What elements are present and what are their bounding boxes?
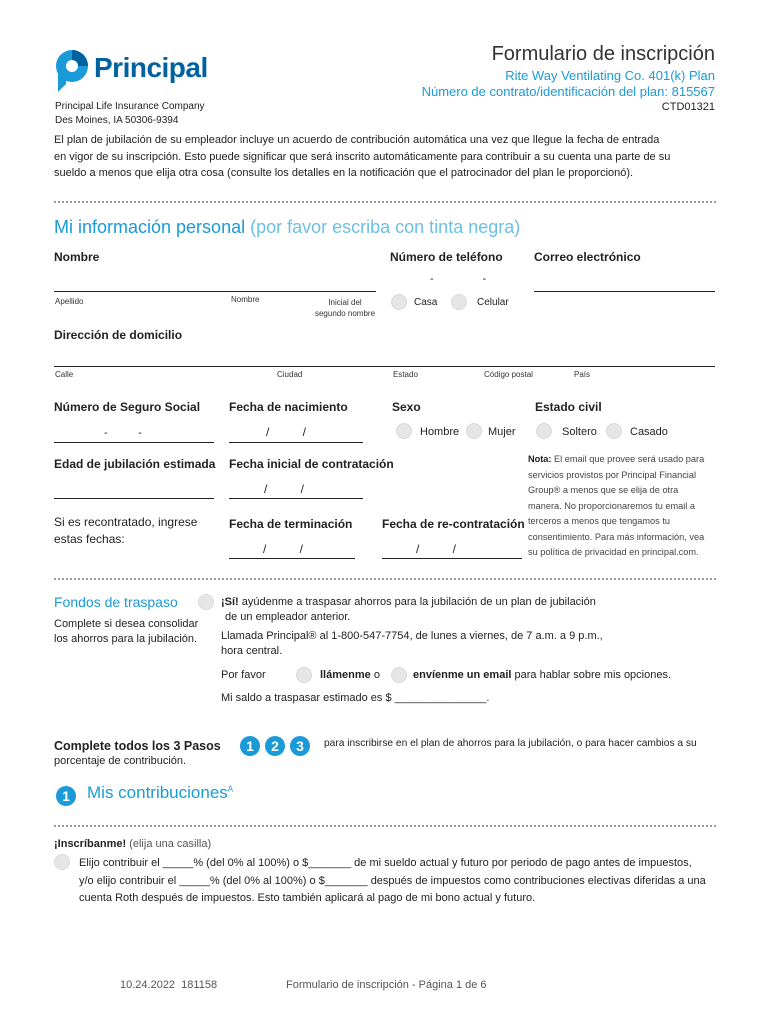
personal-heading: [54, 217, 520, 238]
term-date-underline: [229, 558, 355, 559]
inicial-line: Inicial del: [328, 298, 362, 307]
rehire-date-underline: [382, 558, 522, 559]
footer-page: Formulario de inscripción - Página 1 de 6: [286, 979, 487, 991]
call-me-text: llámenme: [320, 669, 371, 681]
dob-label: Fecha de nacimiento: [229, 400, 348, 414]
principal-logo-icon: [54, 48, 90, 94]
hire-date-field[interactable]: / /: [264, 482, 305, 496]
privacy-note-line: servicios provistos por Principal Financial: [528, 469, 696, 480]
company-name: Principal Life Insurance Company: [55, 101, 205, 112]
privacy-note-line: Group® a menos que se elija de otra: [528, 485, 679, 495]
dob-field[interactable]: / /: [266, 425, 307, 439]
ciudad-label: Ciudad: [277, 370, 303, 379]
ssn-underline: [54, 442, 214, 443]
rollover-side-text: [54, 617, 198, 647]
hombre-label: Hombre: [420, 426, 460, 438]
contrib-heading: [87, 783, 233, 803]
rollover-side-line: Complete si desea consolidar: [54, 618, 199, 630]
privacy-note-text: El email que provee será usado para: [554, 454, 705, 464]
intro-line: El plan de jubilación de su empleador incluye un acuerdo de contribución automática una vez que llegue la fecha de entrada: [54, 134, 660, 146]
phone-field[interactable]: - -: [430, 273, 487, 285]
estado-label: Estado: [393, 370, 418, 379]
rehire-question-line: estas fechas:: [54, 532, 125, 546]
soltero-label: Soltero: [562, 426, 597, 438]
step-1-badge: 1: [240, 736, 260, 756]
form-code: CTD01321: [661, 101, 715, 113]
intro-line: sueldo a menos que elija otra cosa (consulte los detalles en la notificación que el patrocinador del plan le proporcionó).: [54, 167, 634, 179]
apellido-label: Apellido: [55, 297, 84, 306]
pais-label: País: [574, 370, 591, 379]
retire-age-label: Edad de jubilación estimada: [54, 457, 216, 471]
email-field[interactable]: [534, 291, 715, 292]
steps-text-line2: porcentaje de contribución.: [54, 755, 187, 767]
contrib-heading-text: Mis contribuciones: [87, 783, 228, 802]
rehire-question: [54, 514, 197, 548]
rollover-yes-line: [221, 595, 621, 610]
term-date-field[interactable]: / /: [263, 542, 304, 556]
privacy-note-line: su política de privacidad en principal.com.: [528, 547, 699, 557]
email-me-radio[interactable]: [391, 667, 407, 683]
casa-label: Casa: [414, 297, 438, 308]
step-2-badge: 2: [265, 736, 285, 756]
rollover-balance[interactable]: Mi saldo a traspasar estimado es $ _______________.: [221, 692, 490, 704]
name-label: Nombre: [54, 250, 100, 264]
postal-label: Código postal: [484, 370, 533, 379]
privacy-note-line: [528, 452, 718, 468]
footer-date-code: 10.24.2022 181158: [120, 979, 218, 991]
call-me-radio[interactable]: [296, 667, 312, 683]
casado-label: Casado: [630, 426, 668, 438]
logo-text: Principal: [94, 52, 208, 83]
celular-label: Celular: [477, 297, 509, 308]
enroll-label: [54, 838, 211, 850]
soltero-radio[interactable]: [536, 423, 552, 439]
term-date-label: Fecha de terminación: [229, 517, 353, 531]
nombre-label: Nombre: [231, 295, 260, 304]
enroll-line: cuenta Roth después de impuestos. Esto también aplicará al pago de mi bono actual y futuro.: [79, 892, 536, 904]
sex-label: Sexo: [392, 400, 421, 414]
or-text: o: [373, 669, 380, 681]
steps-text: para inscribirse en el plan de ahorros para la jubilación, o para hacer cambios a su: [324, 738, 697, 749]
inicial-line: segundo nombre: [314, 309, 376, 318]
casa-radio[interactable]: [391, 294, 407, 310]
enroll-note: (elija una casilla): [129, 838, 212, 850]
address-label: Dirección de domicilio: [54, 328, 183, 342]
hombre-radio[interactable]: [396, 423, 412, 439]
rollover-yes-line: de un empleador anterior.: [225, 611, 351, 623]
steps-title: Complete todos los 3 Pasos: [54, 739, 221, 753]
celular-radio[interactable]: [451, 294, 467, 310]
personal-heading-note: (por favor escriba con tinta negra): [250, 217, 521, 237]
rehire-date-field[interactable]: / /: [416, 542, 457, 556]
phone-label: Número de teléfono: [390, 250, 503, 264]
mujer-label: Mujer: [488, 426, 516, 438]
por-favor-label: Por favor: [221, 669, 266, 681]
calle-label: Calle: [55, 370, 74, 379]
enroll-line[interactable]: Elijo contribuir el _____% (del 0% al 100%) o $_______ de mi sueldo actual y futuro por periodo de pago antes de impuestos,: [79, 857, 692, 869]
contrib-heading-sup: A: [227, 784, 234, 794]
mujer-radio[interactable]: [466, 423, 482, 439]
privacy-note-line: consentimiento. Para más información, vea: [528, 531, 705, 542]
privacy-note-line: manera. No proporcionaremos tu email a: [528, 500, 695, 511]
intro-text: [54, 132, 734, 182]
retire-age-field[interactable]: [54, 498, 214, 499]
address-field[interactable]: [54, 366, 715, 367]
intro-line: en vigor de su inscripción. Esto puede significar que será inscrito automáticamente para contribuir a su cuenta una parte de su: [54, 150, 671, 163]
ssn-label: Número de Seguro Social: [54, 400, 201, 414]
enroll-title: ¡Inscríbanme!: [54, 838, 127, 850]
casado-radio[interactable]: [606, 423, 622, 439]
rollover-yes-desc: ayúdenme a traspasar ahorros para la jubilación de un plan de jubilación: [241, 596, 596, 608]
rehire-date-label: Fecha de re-contratación: [382, 517, 525, 531]
email-label: Correo electrónico: [534, 250, 641, 264]
hire-date-label: Fecha inicial de contratación: [229, 457, 394, 471]
principal-logo: [54, 46, 214, 96]
rollover-call-line: hora central.: [221, 645, 283, 657]
ssn-field[interactable]: - -: [104, 427, 142, 439]
plan-name: Rite Way Ventilating Co. 401(k) Plan: [505, 68, 715, 83]
call-me-label: [320, 669, 380, 681]
rollover-call-line: Llamada Principal® al 1-800-547-7754, de lunes a viernes, de 7 a.m. a 9 p.m.,: [221, 630, 603, 642]
email-me-label: [413, 669, 671, 681]
civil-label: Estado civil: [535, 400, 602, 414]
enroll-text: [79, 855, 706, 908]
personal-heading-title: Mi información personal: [54, 217, 246, 237]
step-3-badge: 3: [290, 736, 310, 756]
name-field[interactable]: [54, 291, 376, 292]
form-title: Formulario de inscripción: [491, 43, 715, 65]
divider: [54, 825, 716, 827]
section-1-badge: 1: [56, 786, 76, 806]
email-me-text: envíenme un email: [413, 669, 512, 681]
rehire-question-line: Si es recontratado, ingrese: [54, 515, 198, 529]
rollover-yes-text: [221, 595, 621, 625]
rollover-yes-checkbox[interactable]: [198, 594, 214, 610]
enroll-checkbox[interactable]: [54, 854, 70, 870]
plan-number: Número de contrato/identificación del plan: 815567: [421, 84, 715, 99]
rollover-yes-label: ¡Sí!: [221, 596, 239, 608]
hire-date-underline: [229, 498, 363, 499]
rollover-call-text: [221, 629, 603, 659]
rollover-heading: Fondos de traspaso: [54, 594, 178, 610]
privacy-note: [528, 452, 718, 561]
enroll-line[interactable]: y/o elijo contribuir el _____% (del 0% al 100%) o $_______ después de impuestos como contribuciones electivas diferidas a una: [79, 874, 706, 887]
email-me-tail: para hablar sobre mis opciones.: [514, 669, 672, 681]
dob-underline: [229, 442, 363, 443]
privacy-note-line: terceros a menos que tengamos tu: [528, 516, 670, 526]
inicial-label: [310, 297, 380, 319]
divider: [54, 201, 716, 203]
divider: [54, 578, 716, 580]
privacy-note-title: Nota:: [528, 454, 552, 464]
company-address: Des Moines, IA 50306-9394: [55, 115, 179, 126]
rollover-side-line: los ahorros para la jubilación.: [54, 633, 198, 645]
